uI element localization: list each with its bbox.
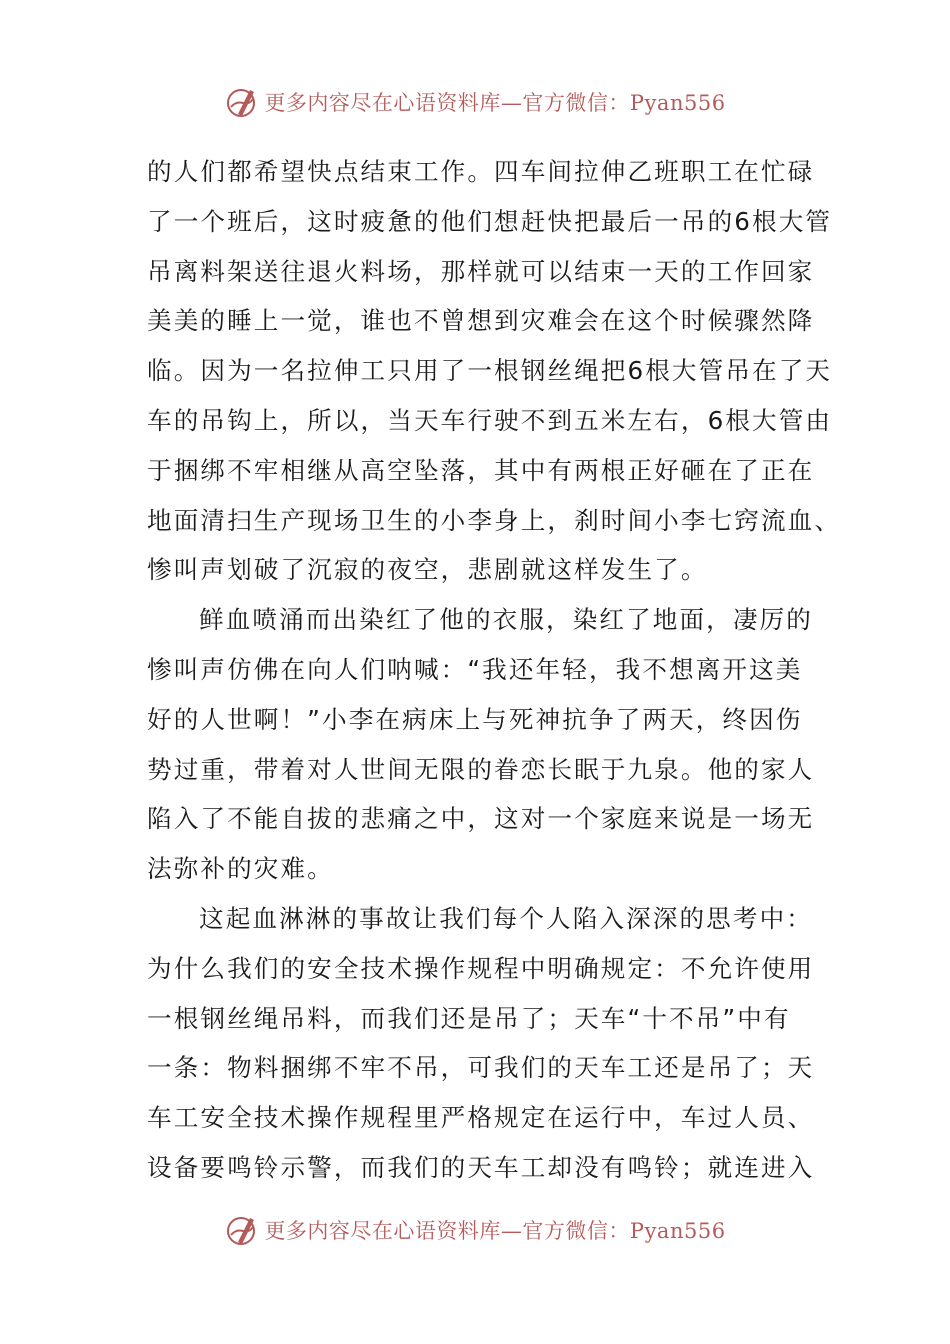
body-line: 了一个班后，这时疲惫的他们想赶快把最后一吊的6根大管: [147, 206, 833, 236]
body-line: 惨叫声划破了沉寂的夜空，悲剧就这样发生了。: [147, 555, 708, 585]
body-line: 临。因为一名拉伸工只用了一根钢丝绳把6根大管吊在了天: [147, 356, 833, 386]
header-banner-text: 更多内容尽在心语资料库—官方微信：Pyan556: [264, 91, 726, 115]
pen-logo-icon: [224, 84, 260, 120]
body-line: 吊离料架送往退火料场，那样就可以结束一天的工作回家: [147, 256, 815, 286]
body-line: 势过重，带着对人世间无限的眷恋长眠于九泉。他的家人: [147, 754, 815, 784]
paragraph-start-line: 鲜血喷涌而出染红了他的衣服，染红了地面，凄厉的: [199, 605, 813, 635]
body-line: 陷入了不能自拔的悲痛之中，这对一个家庭来说是一场无: [147, 804, 815, 834]
body-line: 于捆绑不牢相继从高空坠落，其中有两根正好砸在了正在: [147, 455, 815, 485]
body-line: 一条：物料捆绑不牢不吊，可我们的天车工还是吊了；天: [147, 1053, 815, 1083]
footer-banner: [0, 1210, 950, 1250]
pen-logo-icon: [224, 1212, 260, 1248]
body-line: 惨叫声仿佛在向人们呐喊：“我还年轻，我不想离开这美: [147, 654, 803, 684]
body-line: 为什么我们的安全技术操作规程中明确规定：不允许使用: [147, 953, 815, 983]
body-line: 美美的睡上一觉，谁也不曾想到灾难会在这个时候骤然降: [147, 306, 815, 336]
body-line: 地面清扫生产现场卫生的小李身上，刹时间小李七窍流血、: [147, 505, 842, 535]
body-line: 设备要鸣铃示警，而我们的天车工却没有鸣铃；就连进入: [147, 1152, 815, 1182]
body-line: 车的吊钩上，所以，当天车行驶不到五米左右，6根大管由: [147, 405, 833, 435]
body-line: 好的人世啊！”小李在病床上与死神抗争了两天，终因伤: [147, 704, 803, 734]
header-banner: [0, 82, 950, 122]
document-body: [147, 147, 842, 1193]
body-line: 法弥补的灾难。: [147, 854, 334, 884]
paragraph-start-line: 这起血淋淋的事故让我们每个人陷入深深的思考中：: [199, 903, 813, 933]
footer-banner-text: 更多内容尽在心语资料库—官方微信：Pyan556: [264, 1219, 726, 1243]
body-line: 车工安全技术操作规程里严格规定在运行中，车过人员、: [147, 1103, 815, 1133]
body-line: 一根钢丝绳吊料，而我们还是吊了；天车“十不吊”中有: [147, 1003, 791, 1033]
body-line: 的人们都希望快点结束工作。四车间拉伸乙班职工在忙碌: [147, 157, 815, 186]
